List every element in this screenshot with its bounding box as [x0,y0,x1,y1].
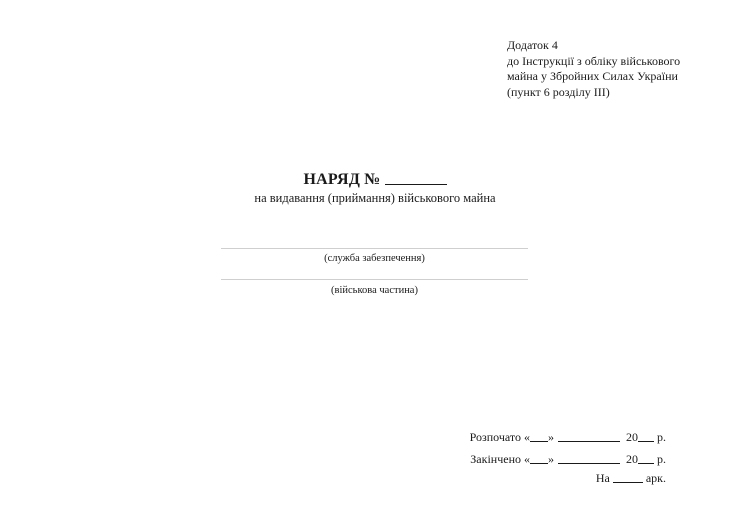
started-label: Розпочато « [469,430,530,444]
finished-label: Закінчено « [470,452,530,466]
document-subtitle: на видавання (приймання) військового майна [254,191,496,205]
started-year-prefix: 20 [626,430,638,444]
started-date-row [470,430,666,445]
appendix-line-3: майна у Збройних Силах України [507,69,678,83]
finished-day-blank[interactable] [530,452,548,464]
started-year-suffix: р. [657,430,666,444]
finished-month-blank[interactable] [558,452,620,464]
service-caption: (служба забезпечення) [324,253,425,264]
finished-date-row [470,452,666,467]
order-number-blank[interactable] [385,170,447,185]
title-text: НАРЯД № [303,171,381,188]
started-quote-close: » [548,430,554,444]
started-day-blank[interactable] [530,430,548,442]
document-title [0,170,750,189]
sheets-prefix: На [595,471,610,485]
sheets-suffix: арк. [645,471,666,485]
unit-caption: (військова частина) [331,285,418,296]
appendix-line-1: Додаток 4 [507,38,558,52]
sheets-count-row [596,471,666,486]
appendix-note [507,38,739,100]
unit-field-line[interactable] [221,279,528,280]
started-month-blank[interactable] [558,430,620,442]
finished-year-suffix: р. [657,452,666,466]
service-field-line[interactable] [221,248,528,249]
appendix-line-4: (пункт 6 розділу III) [507,84,610,99]
finished-year-prefix: 20 [626,452,638,466]
finished-quote-close: » [548,452,554,466]
finished-year-blank[interactable] [638,452,654,464]
sheets-count-blank[interactable] [613,471,643,483]
appendix-line-2: до Інструкції з обліку військового [507,53,681,68]
started-year-blank[interactable] [638,430,654,442]
